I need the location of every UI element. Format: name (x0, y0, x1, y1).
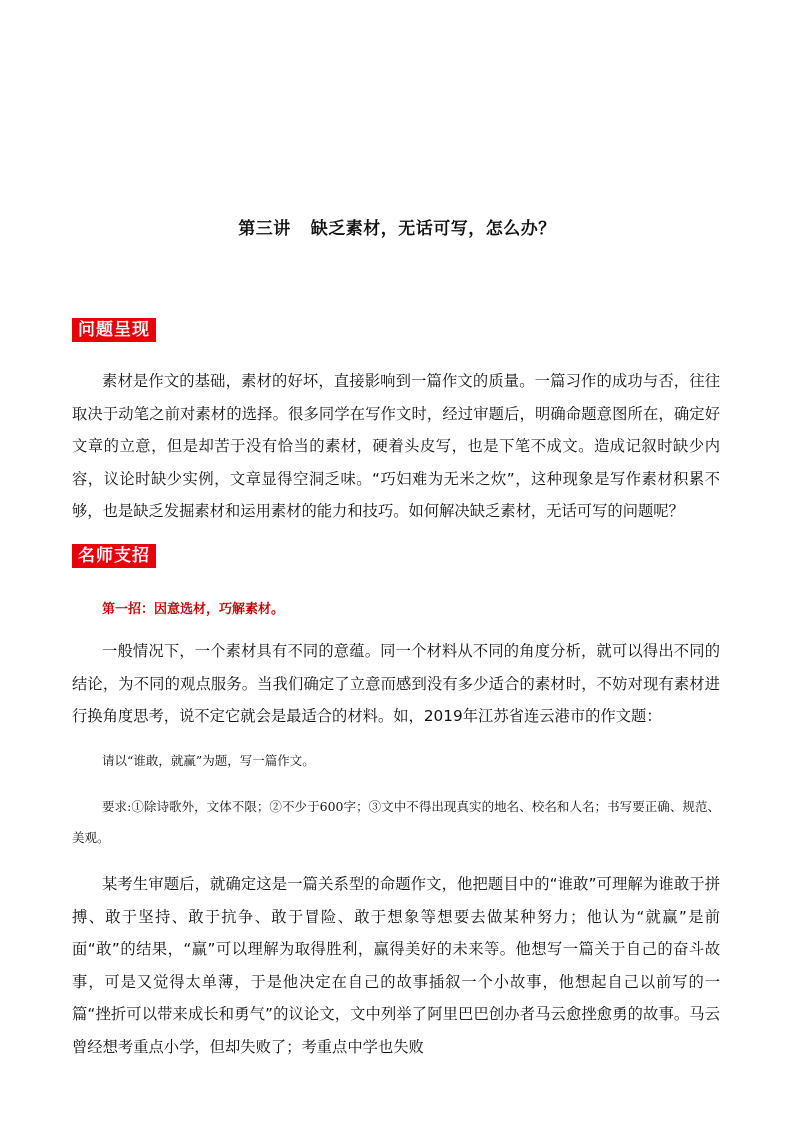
page-title (0, 214, 794, 239)
title-topic: 缺乏素材，无话可写，怎么办？ (310, 219, 556, 239)
tips-paragraph-1: 一般情况下，一个素材具有不同的意蕴。同一个材料从不同的角度分析，就可以得出不同的结论，为不同的观点服务。当我们确定了立意而感到没有多少适合的素材时，不妨对现有素材进行换角度思考，说不定它就会是最适合的材料。如，2019年江苏省连云港市的作文题： (72, 642, 720, 725)
tips-paragraph-2: 某考生审题后，就确定这是一篇关系型的命题作文，他把题目中的“谁敢”可理解为谁敢于拼搏、敢于坚持、敢于抗争、敢于冒险、敢于想象等想要去做某种努力；他认为“就赢”是前面“敢”的结果，“赢”可以理解为取得胜利，赢得美好的未来等。他想写一篇关于自己的奋斗故事，可是又觉得太单薄，于是他决定在自己的故事插叙一个小故事，他想起自己以前写的一篇“挫折可以带来成长和勇气”的议论文，文中列举了阿里巴巴创办者马云愈挫愈勇的故事。马云曾经想考重点小学，但却失败了；考重点中学也失败 (72, 875, 720, 1056)
problem-paragraph: 素材是作文的基础，素材的好坏，直接影响到一篇作文的质量。一篇习作的成功与否，往往取决于动笔之前对素材的选择。很多同学在写作文时，经过审题后，明确命题意图所在，确定好文章的立意，但是却苦于没有恰当的素材，硬着头皮写，也是下笔不成文。造成记叙时缺少内容，议论时缺少实例，文章显得空洞乏味。“巧妇难为无米之炊”，这种现象是写作素材积累不够，也是缺乏发掘素材和运用素材的能力和技巧。如何解决缺乏素材，无话可写的问题呢？ (72, 372, 720, 520)
section-label-problem: 问题呈现 (72, 318, 156, 342)
essay-requirements: 要求:①除诗歌外，文体不限；②不少于600字；③文中不得出现真实的地名、校名和人名；书写要正确、规范、美观。 (72, 799, 720, 845)
title-lecture-number: 第三讲 (238, 219, 291, 239)
essay-prompt: 请以“谁敢，就赢”为题，写一篇作文。 (102, 753, 315, 768)
section-label-tips: 名师支招 (72, 544, 156, 568)
move-one-title: 第一招：因意选材，巧解素材。 (102, 602, 285, 617)
